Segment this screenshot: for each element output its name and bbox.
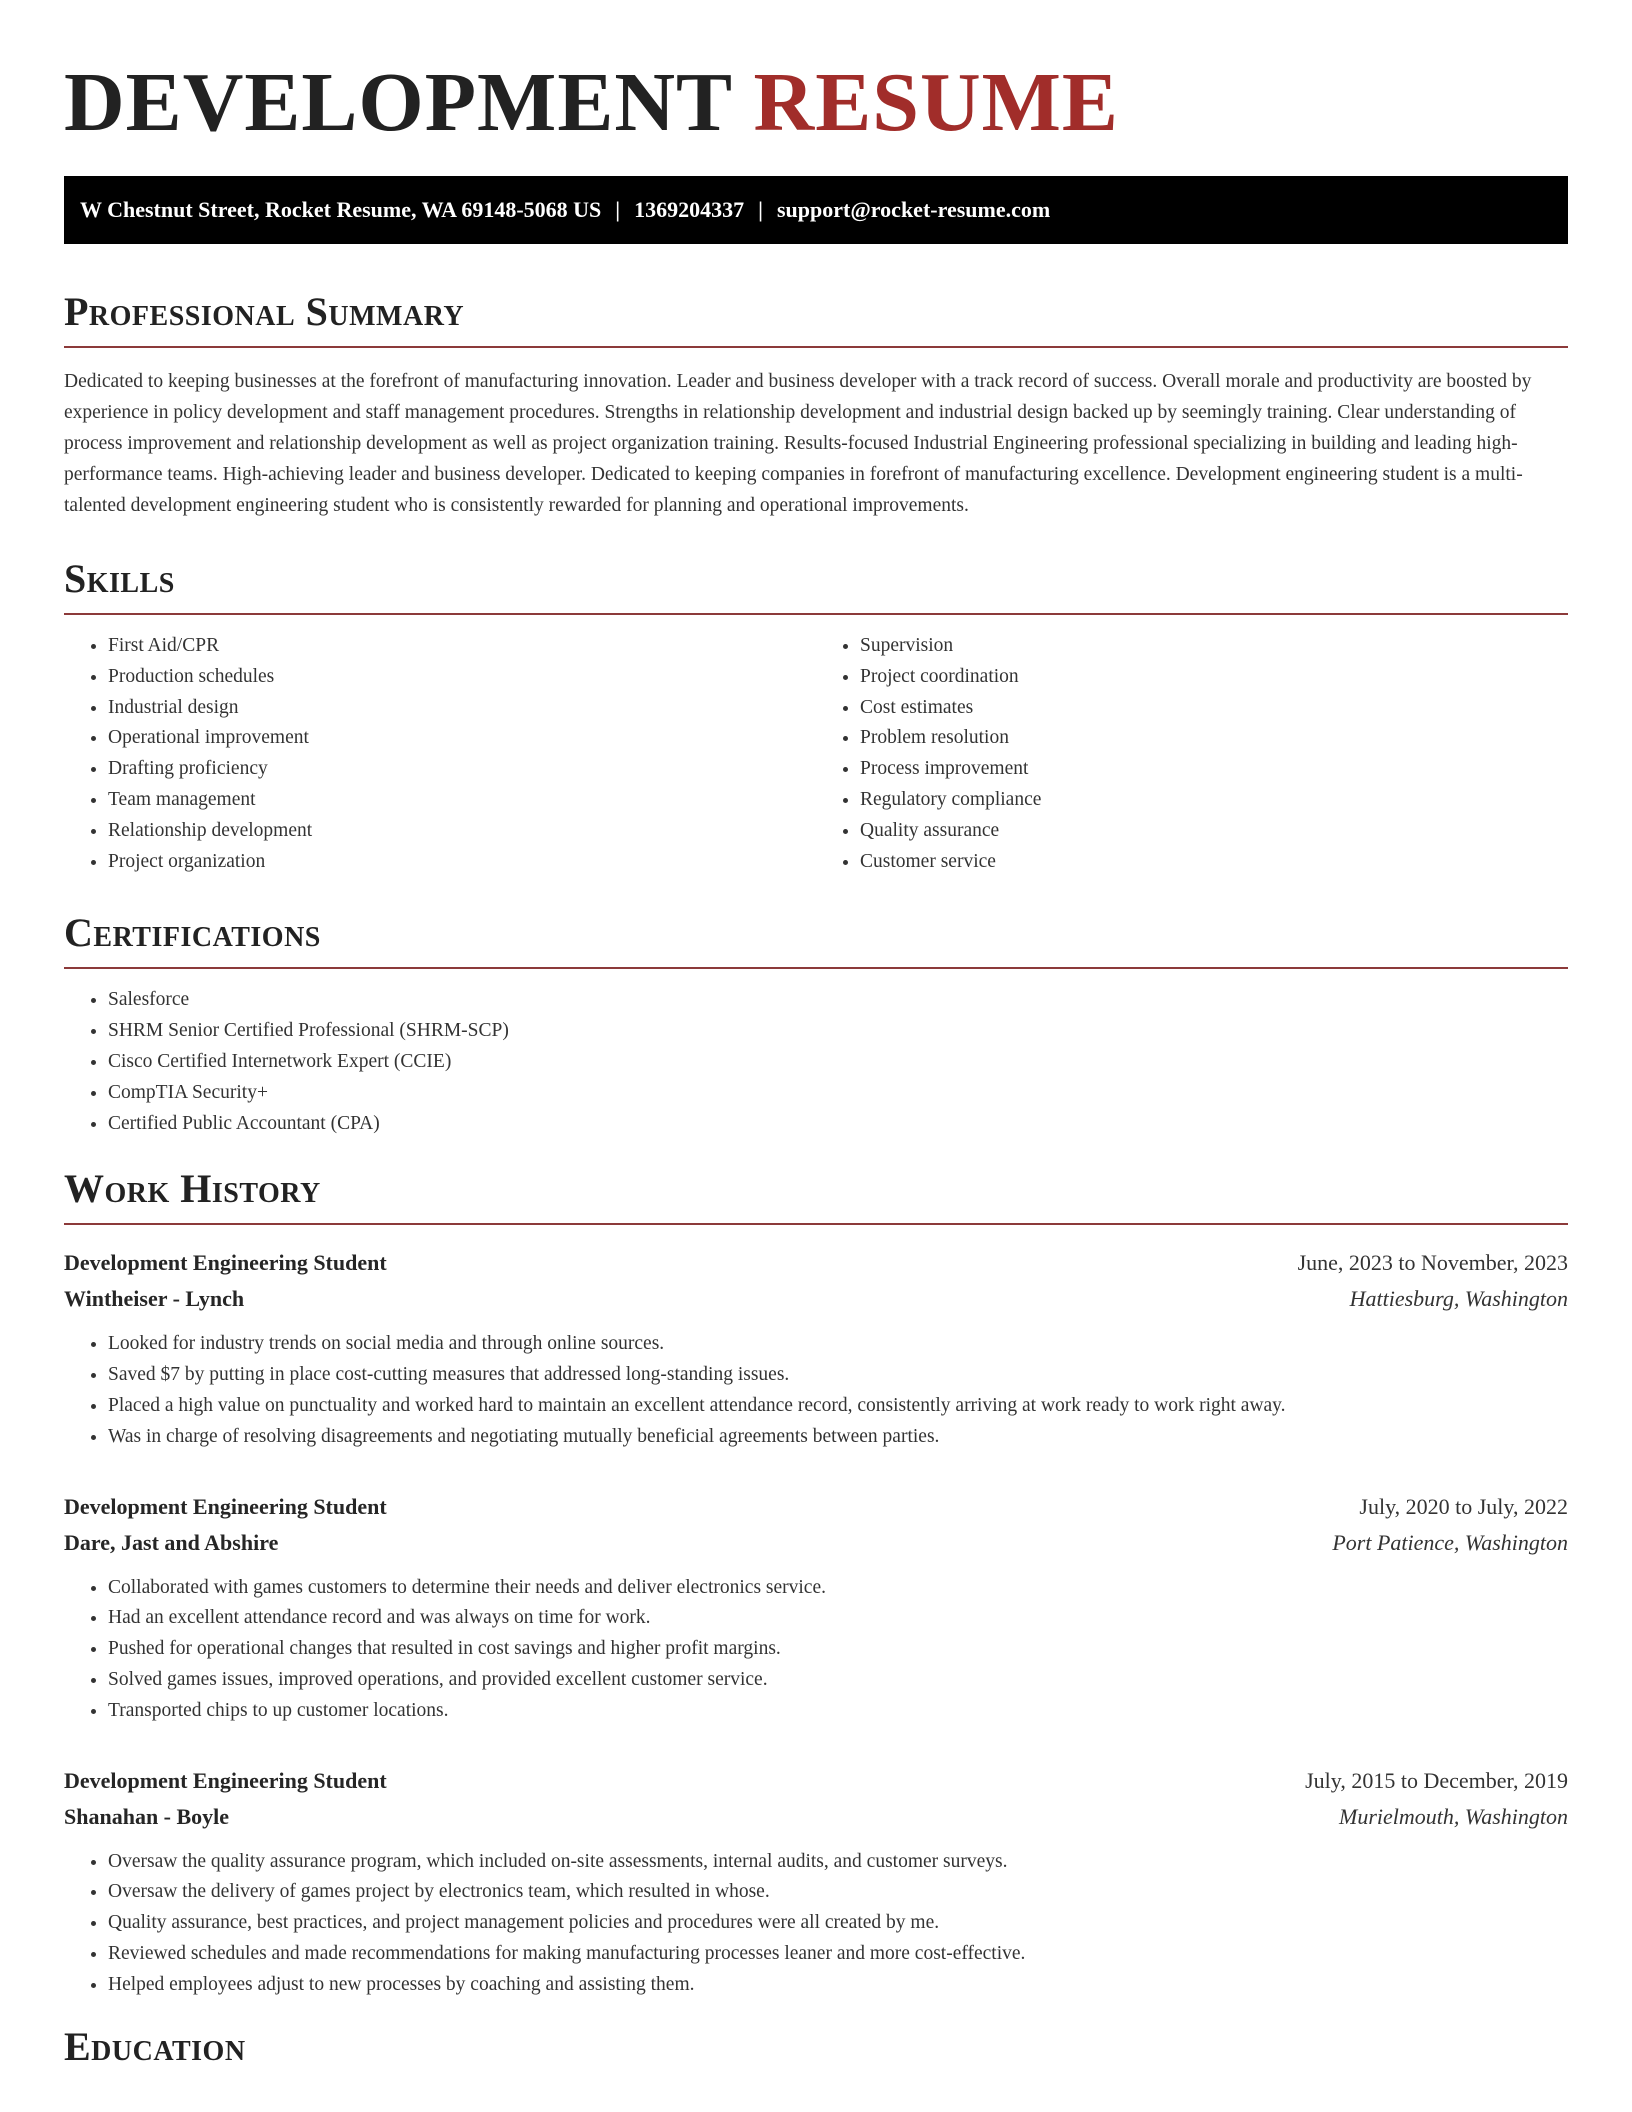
job-duty: • Oversaw the quality assurance program, which included on-site assessments, internal audits, and customer surveys. — [108, 1847, 1568, 1878]
certification-item: • Cisco Certified Internetwork Expert (CCIE) — [108, 1047, 1568, 1078]
resume-title — [64, 0, 1568, 148]
job-location: Hattiesburg, Washington — [1349, 1286, 1568, 1312]
section-heading-skills: Skills — [64, 555, 1568, 615]
contact-address: W Chestnut Street, Rocket Resume, WA 69148-5068 US — [80, 197, 602, 222]
work-history-section — [64, 1165, 1568, 2000]
section-heading-education: Education — [64, 2023, 246, 2069]
job-dates: July, 2015 to December, 2019 — [1305, 1767, 1568, 1793]
certification-item: • CompTIA Security+ — [108, 1078, 1568, 1109]
job-title: Development Engineering Student — [64, 1767, 387, 1793]
job-company: Shanahan - Boyle — [64, 1803, 230, 1829]
job-title: Development Engineering Student — [64, 1250, 387, 1276]
job-entry — [64, 1763, 1568, 2001]
skills-list-right — [816, 631, 1568, 877]
title-main: DEVELOPMENT — [64, 56, 732, 149]
contact-email[interactable]: support@rocket-resume.com — [776, 197, 1051, 222]
job-duties-list — [64, 1847, 1568, 2001]
job-header-row — [64, 1489, 1568, 1525]
skill-item: • Drafting proficiency — [108, 754, 816, 785]
section-heading-summary: Professional Summary — [64, 288, 1568, 348]
skill-item: • Operational improvement — [108, 723, 816, 754]
skill-item: • Production schedules — [108, 662, 816, 693]
skill-item: • Regulatory compliance — [860, 785, 1568, 816]
skill-item: • Industrial design — [108, 693, 816, 724]
skills-columns — [64, 631, 1568, 877]
job-company-row — [64, 1281, 1568, 1317]
skill-item: • Project coordination — [860, 662, 1568, 693]
skill-item: • Cost estimates — [860, 693, 1568, 724]
professional-summary-section — [64, 288, 1568, 521]
certifications-section — [64, 909, 1568, 1139]
job-company-row — [64, 1799, 1568, 1835]
section-heading-certifications: Certifications — [64, 909, 1568, 969]
job-header-row — [64, 1763, 1568, 1799]
skill-item: • Relationship development — [108, 816, 816, 847]
skill-item: • Process improvement — [860, 754, 1568, 785]
job-company: Dare, Jast and Abshire — [64, 1529, 279, 1555]
contact-bar — [64, 176, 1568, 244]
job-dates: July, 2020 to July, 2022 — [1359, 1493, 1568, 1519]
skill-item: • Project organization — [108, 847, 816, 878]
job-duty: • Saved $7 by putting in place cost-cutting measures that addressed long-standing issues. — [108, 1360, 1568, 1391]
job-company-row — [64, 1525, 1568, 1561]
certification-item: • Certified Public Accountant (CPA) — [108, 1109, 1568, 1140]
job-header-row — [64, 1245, 1568, 1281]
title-accent: RESUME — [753, 56, 1119, 149]
job-duty: • Oversaw the delivery of games project by electronics team, which resulted in whose. — [108, 1877, 1568, 1908]
skills-section — [64, 555, 1568, 877]
job-location: Port Patience, Washington — [1332, 1529, 1568, 1555]
job-duty: • Pushed for operational changes that resulted in cost savings and higher profit margins. — [108, 1634, 1568, 1665]
job-duty: • Had an excellent attendance record and was always on time for work. — [108, 1603, 1568, 1634]
job-duty: • Collaborated with games customers to determine their needs and deliver electronics service. — [108, 1573, 1568, 1604]
skill-item: • Quality assurance — [860, 816, 1568, 847]
job-duty: • Transported chips to up customer locations. — [108, 1696, 1568, 1727]
skills-list-left — [64, 631, 816, 877]
skill-item: • Customer service — [860, 847, 1568, 878]
certification-item: • Salesforce — [108, 985, 1568, 1016]
job-duty: • Looked for industry trends on social media and through online sources. — [108, 1329, 1568, 1360]
section-heading-work-history: Work History — [64, 1165, 1568, 1225]
job-entry — [64, 1245, 1568, 1452]
job-duties-list — [64, 1573, 1568, 1727]
job-duty: • Was in charge of resolving disagreements and negotiating mutually beneficial agreements between parties. — [108, 1422, 1568, 1453]
job-duty: • Solved games issues, improved operations, and provided excellent customer service. — [108, 1665, 1568, 1696]
job-company: Wintheiser - Lynch — [64, 1286, 245, 1312]
job-duty: • Quality assurance, best practices, and project management policies and procedures were all created by me. — [108, 1908, 1568, 1939]
job-entry — [64, 1489, 1568, 1727]
contact-separator: | — [615, 197, 621, 222]
skill-item: • Problem resolution — [860, 723, 1568, 754]
contact-phone: 1369204337 — [634, 197, 745, 222]
education-section — [64, 2023, 1568, 2081]
certification-item: • SHRM Senior Certified Professional (SHRM-SCP) — [108, 1016, 1568, 1047]
contact-separator: | — [758, 197, 763, 222]
summary-text: Dedicated to keeping businesses at the forefront of manufacturing innovation. Leader and business developer with a track record of success. Overall morale and productivity are boosted by experience in policy development and staff management procedures. Strengths in relationship development and industrial design backed up by seemingly training. Clear understanding of process improvement and relationship development as well as project organization training. Results-focused Industrial Engineering professional specializing in building and leading high-performance teams. High-achieving leader and business developer. Dedicated to keeping companies in forefront of manufacturing excellence. Development engineering student is a multi-talented development engineering student who is consistently rewarded for planning and operational improvements. — [64, 371, 1532, 516]
job-duty: • Helped employees adjust to new processes by coaching and assisting them. — [108, 1970, 1568, 2001]
certifications-list — [64, 985, 1568, 1139]
job-dates: June, 2023 to November, 2023 — [1297, 1250, 1568, 1276]
skill-item: • Team management — [108, 785, 816, 816]
job-duty: • Reviewed schedules and made recommendations for making manufacturing processes leaner and more cost-effective. — [108, 1939, 1568, 1970]
skill-item: • First Aid/CPR — [108, 631, 816, 662]
job-duties-list — [64, 1329, 1568, 1452]
job-location: Murielmouth, Washington — [1339, 1803, 1568, 1829]
job-title: Development Engineering Student — [64, 1493, 387, 1519]
job-duty: • Placed a high value on punctuality and worked hard to maintain an excellent attendance record, consistently arriving at work ready to work right away. — [108, 1391, 1568, 1422]
skill-item: • Supervision — [860, 631, 1568, 662]
